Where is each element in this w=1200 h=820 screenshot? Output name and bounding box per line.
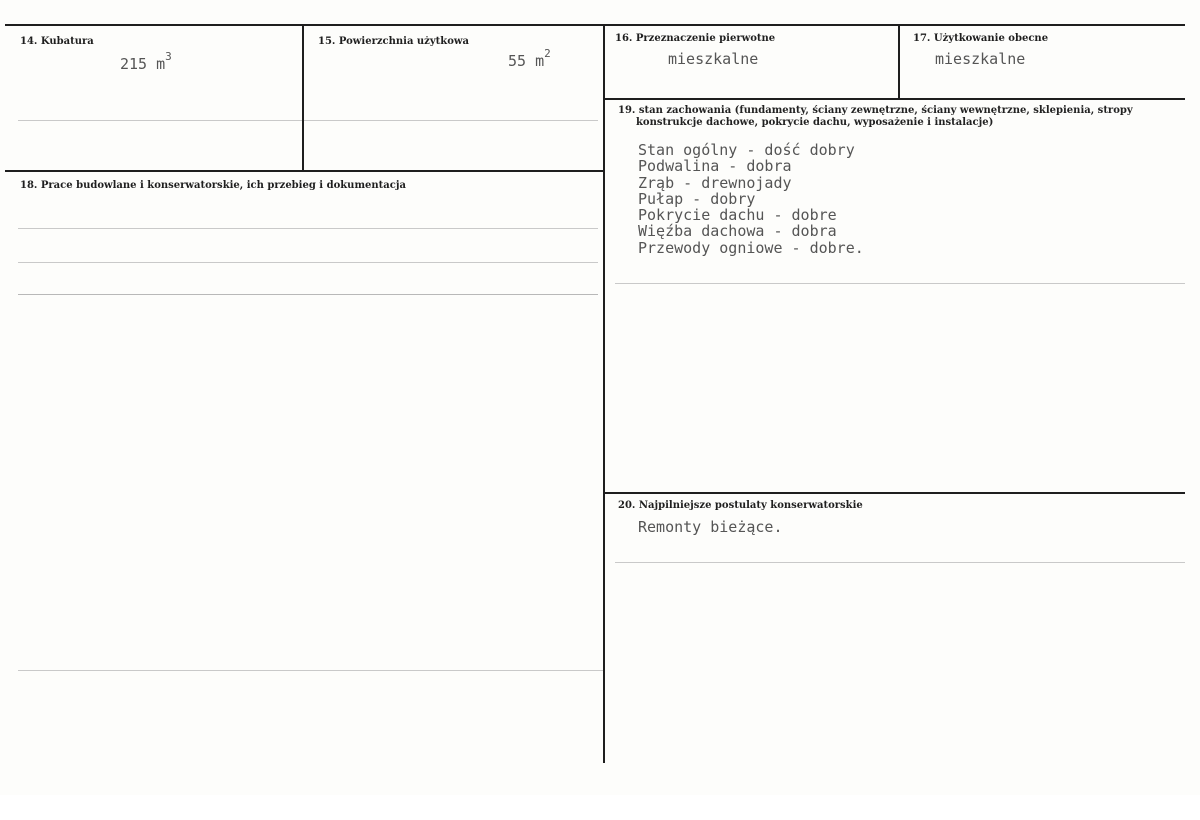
field-17-value: mieszkalne xyxy=(935,50,1026,68)
show-through-line xyxy=(615,283,1185,284)
field-19-label-line2: konstrukcje dachowe, pokrycie dachu, wyposażenie i instalacje) xyxy=(636,117,994,128)
divider-15-18 xyxy=(5,170,603,172)
top-border xyxy=(5,24,1185,26)
field-17-label: 17. Użytkowanie obecne xyxy=(913,33,1049,44)
field-16-label: 16. Przeznaczenie pierwotne xyxy=(615,33,776,44)
show-through-line xyxy=(18,294,598,295)
divider-16-19 xyxy=(605,98,1185,100)
divider-19-20 xyxy=(605,492,1185,494)
condition-item: Pokrycie dachu - dobre xyxy=(638,206,837,225)
divider-14-15 xyxy=(302,26,304,170)
show-through-line xyxy=(615,562,1185,563)
show-through-line xyxy=(18,670,603,671)
show-through-line xyxy=(18,228,598,229)
field-15-label: 15. Powierzchnia użytkowa xyxy=(318,36,469,47)
field-20-value: Remonty bieżące. xyxy=(638,518,783,536)
field-14-value: 215 $m^3$ xyxy=(120,50,172,73)
center-divider xyxy=(603,26,605,763)
condition-list xyxy=(638,142,864,256)
show-through-line xyxy=(18,262,598,263)
field-14-label: 14. Kubatura xyxy=(20,36,94,47)
condition-item: Podwalina - dobra xyxy=(638,157,792,176)
page-margin xyxy=(0,795,1200,820)
field-15-value: 55 $m^2$ xyxy=(508,47,551,70)
field-19-label xyxy=(618,105,1133,129)
field-20-label: 20. Najpilniejsze postulaty konserwatorskie xyxy=(618,500,863,511)
field-19-label-line1: 19. stan zachowania (fundamenty, ściany zewnętrzne, ściany wewnętrzne, sklepienia, stropy xyxy=(618,105,1133,116)
divider-16-17 xyxy=(898,26,900,98)
condition-item: Zrąb - drewnojady xyxy=(638,173,792,192)
condition-item: Przewody ogniowe - dobre. xyxy=(638,238,864,257)
show-through-line xyxy=(18,120,598,121)
field-16-value: mieszkalne xyxy=(668,50,759,68)
field-18-label: 18. Prace budowlane i konserwatorskie, ich przebieg i dokumentacja xyxy=(20,180,406,191)
condition-item: Stan ogólny - dość dobry xyxy=(638,141,855,159)
condition-item: Więźba dachowa - dobra xyxy=(638,222,837,241)
condition-item: Pułap - dobry xyxy=(638,189,756,208)
